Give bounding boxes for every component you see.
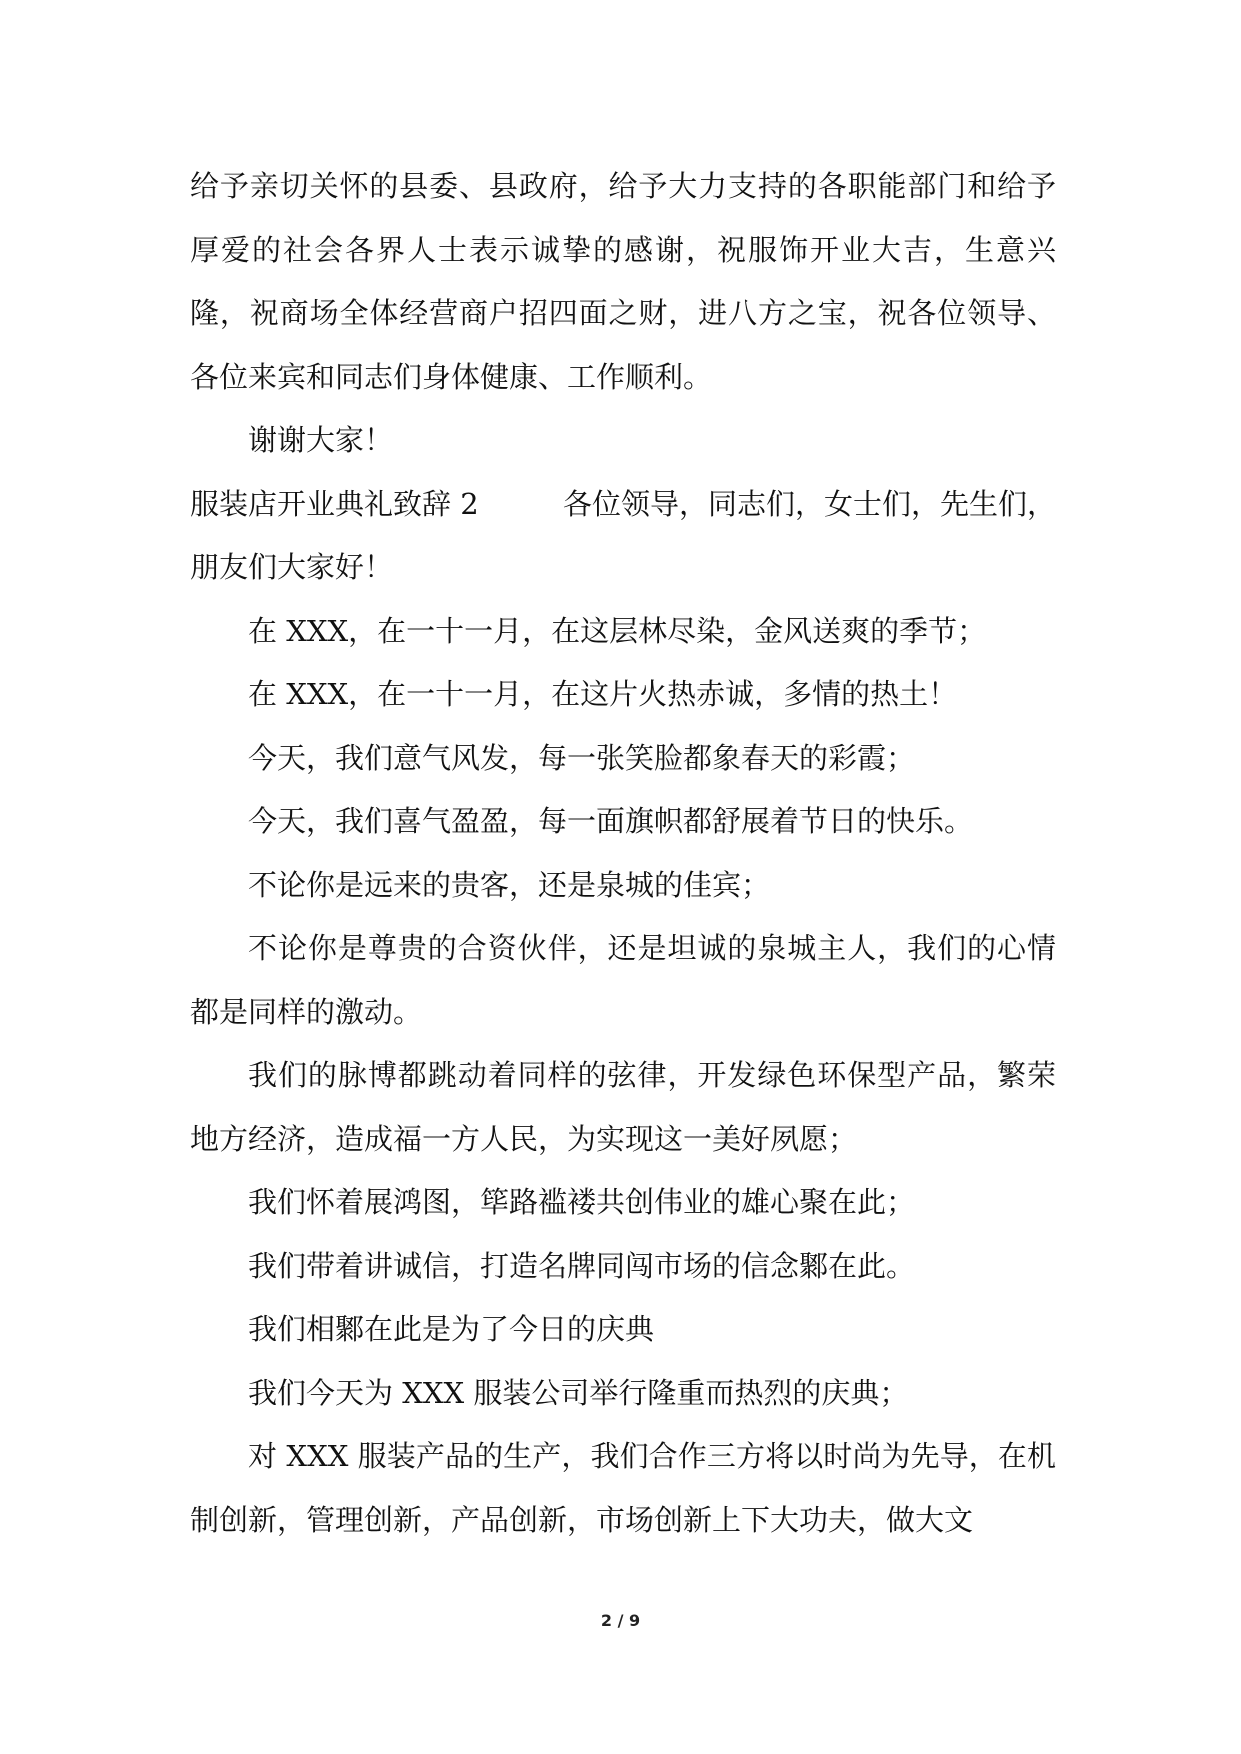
paragraph: 我们相鄹在此是为了今日的庆典	[248, 1312, 655, 1346]
paragraph: 我们的脉博都跳动着同样的弦律，开发绿色环保型产品，繁荣地方经济，造成福一方人民，为实现这一美好夙愿；	[190, 1058, 1056, 1156]
paragraph: 对 XXX 服装产品的生产，我们合作三方将以时尚为先导，在机制创新，管理创新，产品创新，市场创新上下大功夫，做大文	[190, 1439, 1056, 1537]
paragraph: 我们带着讲诚信，打造名牌同闯市场的信念鄹在此。	[248, 1248, 916, 1283]
paragraph: 今天，我们喜气盈盈，每一面旗帜都舒展着节日的快乐。	[248, 804, 974, 838]
section-heading-title: 服装店开业典礼致辞 2	[190, 486, 479, 521]
paragraph: 不论你是尊贵的合资伙伴，还是坦诚的泉城主人，我们的心情都是同样的激动。	[190, 931, 1056, 1029]
paragraph: 今天，我们意气风发，每一张笑脸都象春天的彩霞；	[248, 740, 916, 775]
paragraph-thanks-body: 给予亲切关怀的县委、县政府，给予大力支持的各职能部门和给予厚爱的社会各界人士表示诚挚的感谢，祝服饰开业大吉，生意兴隆，祝商场全体经营商户招四面之财，进八方之宝，祝各位领导、各位来宾和同志们身体健康、工作顺利。	[190, 169, 1056, 394]
paragraph: 在 XXX，在一十一月，在这层林尽染，金风送爽的季节；	[248, 613, 987, 648]
document-body	[190, 155, 1056, 1552]
paragraph: 不论你是远来的贵客，还是泉城的佳宾；	[248, 867, 771, 902]
section-heading-line	[190, 473, 1056, 537]
paragraph: 我们怀着展鸿图，筚路褴褛共创伟业的雄心聚在此；	[248, 1185, 916, 1219]
paragraph: 我们今天为 XXX 服装公司举行隆重而热烈的庆典；	[248, 1375, 909, 1410]
paragraph-thank-you: 谢谢大家！	[248, 423, 394, 457]
page-number: 2 / 9	[600, 1611, 641, 1630]
paragraph: 在 XXX，在一十一月，在这片火热赤诚，多情的热土！	[248, 677, 958, 711]
section-salutation-continuation: 朋友们大家好！	[190, 550, 394, 584]
section-salutation: 各位领导，同志们，女士们，先生们，	[562, 486, 1056, 521]
